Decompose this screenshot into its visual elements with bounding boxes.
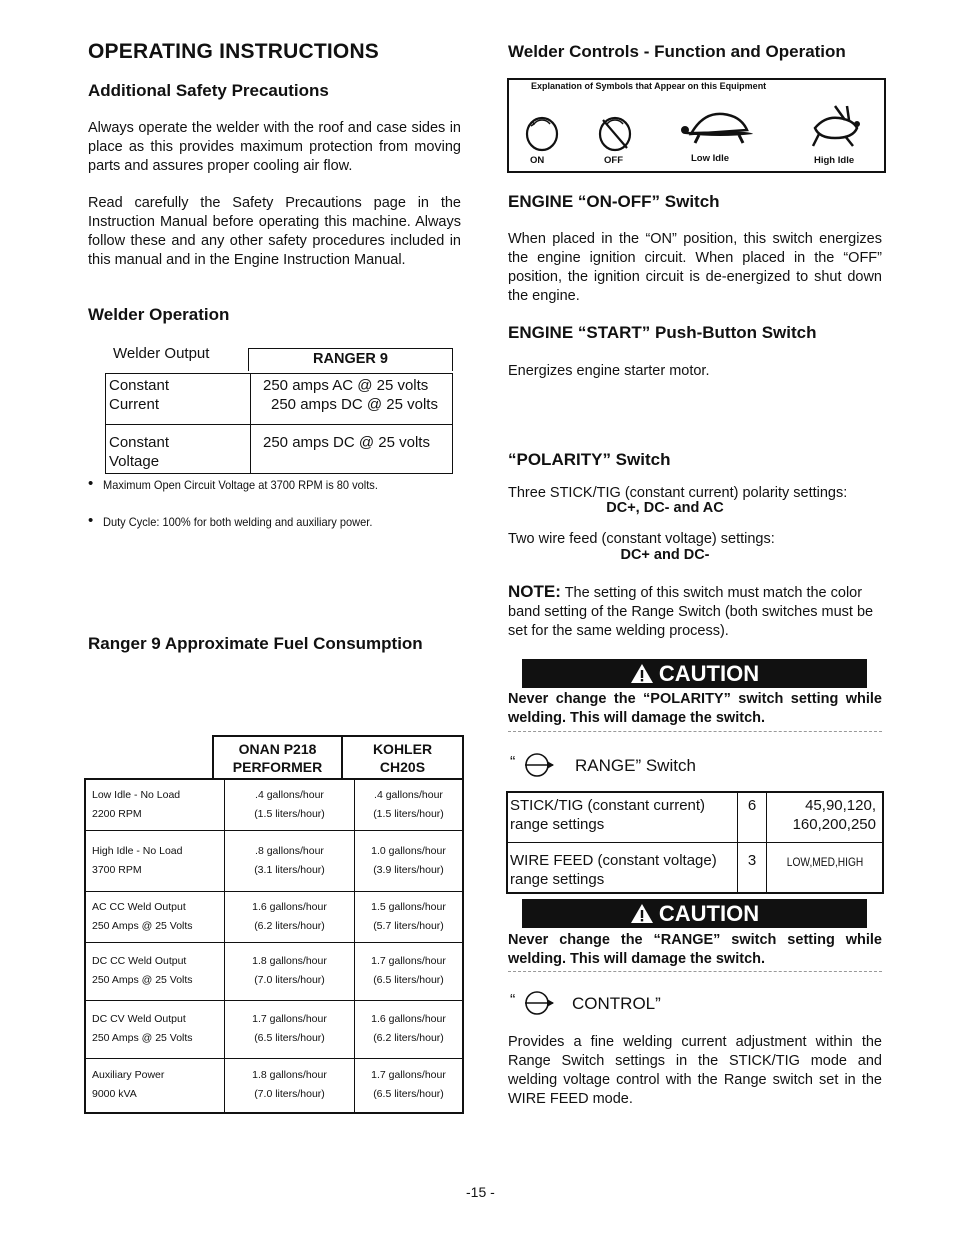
onan-value-cell xyxy=(225,1000,355,1058)
page-number: -15 - xyxy=(466,1184,495,1200)
bullet-text: Duty Cycle: 100% for both welding and auxiliary power. xyxy=(103,515,373,529)
start-heading: ENGINE “START” Push-Button Switch xyxy=(508,323,817,342)
onan-value-line-1: 1.8 gallons/hour xyxy=(252,1069,327,1082)
condition-line-2: 250 Amps @ 25 Volts xyxy=(92,974,193,986)
onan-value-line-2: (1.5 liters/hour) xyxy=(254,807,325,820)
note-label: NOTE xyxy=(508,582,556,601)
fuel-row xyxy=(85,942,463,1000)
control-text: Provides a fine welding current adjustment within the Range Switch settings in the STICK/TIG mode and welding voltage control with the Range switch set in the WIRE FEED mode. xyxy=(508,1034,882,1107)
kohler-value-line-2: (3.9 liters/hour) xyxy=(373,863,444,876)
range-label: RANGE” Switch xyxy=(575,756,696,775)
condition-cell xyxy=(85,1000,225,1058)
low-idle-label: Low Idle xyxy=(691,153,729,164)
caution-banner-polarity xyxy=(522,659,867,688)
condition-line-2: 2200 RPM xyxy=(92,807,142,820)
mode-line-2: Voltage xyxy=(109,453,160,470)
symbols-box xyxy=(507,78,886,173)
controls-heading: Welder Controls - Function and Operation xyxy=(508,42,846,61)
mode-line-1: Constant xyxy=(109,434,170,451)
kohler-value-line-1: 1.7 gallons/hour xyxy=(371,1069,446,1082)
output-line-2: 250 amps DC @ 25 volts xyxy=(271,396,438,413)
bullet-icon: • xyxy=(88,512,94,529)
kohler-value-line-2: (6.2 liters/hour) xyxy=(373,1032,444,1044)
onan-value-line-2: (6.2 liters/hour) xyxy=(254,919,325,932)
kohler-value-line-2: (6.5 liters/hour) xyxy=(373,974,444,986)
onan-header-line-1: ONAN P218 xyxy=(238,741,317,757)
kohler-value-line-1: 1.0 gallons/hour xyxy=(371,844,446,857)
range-name-line-1: STICK/TIG (constant current) xyxy=(510,797,706,814)
condition-line-2: 250 Amps @ 25 Volts xyxy=(92,1032,193,1044)
on-off-text: When placed in the “ON” position, this switch energizes the engine ignition circuit. When placed in the “OFF” position, the ignition circuit is de-energized to shut down the engine. xyxy=(508,231,882,304)
range-name-line-2: range settings xyxy=(510,870,605,888)
warning-icon xyxy=(630,903,654,924)
kohler-value-cell xyxy=(355,891,464,942)
onan-value-cell xyxy=(225,830,355,891)
note-text: The setting of this switch must match the color band setting of the Range Switch (both switches must be set for the same welding process). xyxy=(508,585,874,639)
caution-banner-range xyxy=(522,899,867,928)
kohler-value-line-2: (6.5 liters/hour) xyxy=(373,1088,444,1101)
kohler-value-line-1: .4 gallons/hour xyxy=(374,788,443,801)
condition-line-1: Auxiliary Power xyxy=(92,1069,165,1082)
divider xyxy=(508,731,882,732)
onan-value-cell xyxy=(225,1058,355,1113)
fuel-heading: Ranger 9 Approximate Fuel Consumption xyxy=(88,634,423,653)
onan-header xyxy=(214,737,343,779)
kohler-header-line-2: CH20S xyxy=(379,759,426,775)
rabbit-icon xyxy=(805,104,865,150)
condition-cell xyxy=(85,942,225,1000)
onan-value-cell xyxy=(225,942,355,1000)
kohler-value-line-2: (1.5 liters/hour) xyxy=(373,807,444,820)
kohler-value-cell xyxy=(355,830,464,891)
onan-value-line-1: 1.7 gallons/hour xyxy=(252,1013,327,1025)
welder-output-table xyxy=(105,373,453,474)
kohler-value-line-2: (5.7 liters/hour) xyxy=(373,919,444,932)
polarity-line-1b: DC+, DC- and AC xyxy=(606,500,724,516)
control-knob-icon xyxy=(523,990,557,1016)
fuel-row xyxy=(85,891,463,942)
range-count: 6 xyxy=(738,792,767,842)
condition-cell xyxy=(85,1058,225,1113)
welder-output-label: Welder Output xyxy=(113,345,210,362)
range-values-line-2: 160,200,250 xyxy=(792,816,876,833)
onan-value-line-1: 1.8 gallons/hour xyxy=(252,955,327,967)
fuel-table-header xyxy=(212,735,464,779)
condition-line-2: 250 Amps @ 25 Volts xyxy=(92,919,193,932)
fuel-row xyxy=(85,779,463,830)
bullet-text: Maximum Open Circuit Voltage at 3700 RPM is 80 volts. xyxy=(103,478,378,492)
page-title: OPERATING INSTRUCTIONS xyxy=(88,40,380,63)
output-row xyxy=(106,425,453,474)
turtle-icon xyxy=(681,110,757,146)
on-off-heading: ENGINE “ON-OFF” Switch xyxy=(508,192,720,211)
kohler-value-line-1: 1.7 gallons/hour xyxy=(371,955,446,967)
safety-heading: Additional Safety Precautions xyxy=(88,81,329,100)
start-text: Energizes engine starter motor. xyxy=(508,363,710,379)
welder-operation-heading: Welder Operation xyxy=(88,305,230,324)
off-label: OFF xyxy=(604,155,623,166)
safety-paragraph-1: Always operate the welder with the roof and case sides in place as this provides maximum protection from moving parts and assures proper cooling air flow. xyxy=(88,120,461,174)
output-row xyxy=(106,374,453,425)
kohler-header xyxy=(343,737,462,779)
note-paragraph: NOTE: The setting of this switch must match the color band setting of the Range Switch (both switches must be set for the same welding process). xyxy=(508,582,874,639)
onan-value-line-1: .4 gallons/hour xyxy=(255,788,324,801)
fuel-row xyxy=(85,1000,463,1058)
caution-text-polarity: Never change the “POLARITY” switch setting while welding. This will damage the switch. xyxy=(508,691,882,726)
kohler-value-cell xyxy=(355,1058,464,1113)
mode-line-1: Constant xyxy=(109,377,170,394)
output-line-1: 250 amps DC @ 25 volts xyxy=(263,434,430,451)
range-values-line-1: 45,90,120, xyxy=(805,797,876,814)
onan-value-line-1: 1.6 gallons/hour xyxy=(252,900,327,913)
caution-label: CAUTION xyxy=(658,900,760,926)
kohler-value-line-1: 1.5 gallons/hour xyxy=(371,900,446,913)
kohler-header-line-1: KOHLER xyxy=(372,741,433,757)
condition-line-1: AC CC Weld Output xyxy=(92,900,186,913)
condition-line-1: High Idle - No Load xyxy=(92,844,183,857)
control-label: CONTROL” xyxy=(572,994,661,1013)
output-line-1: 250 amps AC @ 25 volts xyxy=(263,377,429,394)
condition-cell xyxy=(85,891,225,942)
symbols-caption: Explanation of Symbols that Appear on this Equipment xyxy=(531,81,767,91)
polarity-line-1: Three STICK/TIG (constant current) polarity settings: xyxy=(508,485,848,501)
onan-value-line-2: (7.0 liters/hour) xyxy=(254,974,325,986)
condition-cell xyxy=(85,830,225,891)
off-icon xyxy=(597,112,633,152)
fuel-table xyxy=(84,778,464,1114)
mode-line-2: Current xyxy=(109,396,160,413)
range-count: 3 xyxy=(738,842,767,893)
range-values-line-1: LOW,MED,HIGH xyxy=(775,842,874,893)
kohler-value-line-1: 1.6 gallons/hour xyxy=(371,1013,446,1025)
condition-line-1: DC CC Weld Output xyxy=(92,955,187,967)
high-idle-label: High Idle xyxy=(814,155,855,166)
warning-icon xyxy=(630,663,654,684)
onan-value-line-2: (7.0 liters/hour) xyxy=(254,1088,325,1101)
condition-line-1: DC CV Weld Output xyxy=(92,1013,186,1025)
onan-value-line-2: (6.5 liters/hour) xyxy=(254,1032,325,1044)
caution-text-range: Never change the “RANGE” switch setting while welding. This will damage the switch. xyxy=(508,932,882,967)
on-label: ON xyxy=(530,155,545,166)
range-row xyxy=(507,842,883,893)
onan-header-line-2: PERFORMER xyxy=(232,759,323,775)
onan-value-cell xyxy=(225,891,355,942)
kohler-value-cell xyxy=(355,779,464,830)
control-open-quote: “ xyxy=(510,992,516,1009)
bullet-icon: • xyxy=(88,475,94,492)
safety-paragraph-2: Read carefully the Safety Precautions page in the Instruction Manual before operating this machine. Always follow these and any other safety procedures included in this manual and in the Engine Instruction Manual. xyxy=(88,195,461,268)
range-table xyxy=(506,791,884,894)
caution-label: CAUTION xyxy=(658,660,760,686)
polarity-heading: “POLARITY” Switch xyxy=(508,450,671,469)
range-open-quote: “ xyxy=(510,754,516,771)
fuel-row xyxy=(85,1058,463,1113)
on-icon xyxy=(524,112,560,152)
condition-line-2: 9000 kVA xyxy=(92,1088,137,1101)
range-name-line-1: WIRE FEED (constant voltage) xyxy=(510,851,717,869)
polarity-line-2b: DC+ and DC- xyxy=(620,547,710,563)
condition-line-1: Low Idle - No Load xyxy=(92,788,181,801)
divider xyxy=(508,971,882,972)
fuel-row xyxy=(85,830,463,891)
onan-value-line-2: (3.1 liters/hour) xyxy=(254,863,325,876)
kohler-value-cell xyxy=(355,1000,464,1058)
polarity-line-2: Two wire feed (constant voltage) settings: xyxy=(508,531,775,547)
onan-value-line-1: .8 gallons/hour xyxy=(255,844,324,857)
onan-value-cell xyxy=(225,779,355,830)
kohler-value-cell xyxy=(355,942,464,1000)
condition-line-2: 3700 RPM xyxy=(92,863,142,876)
condition-cell xyxy=(85,779,225,830)
model-header: RANGER 9 xyxy=(248,348,453,371)
range-name-line-2: range settings xyxy=(510,816,605,833)
range-row xyxy=(507,792,883,842)
range-knob-icon xyxy=(523,752,557,778)
